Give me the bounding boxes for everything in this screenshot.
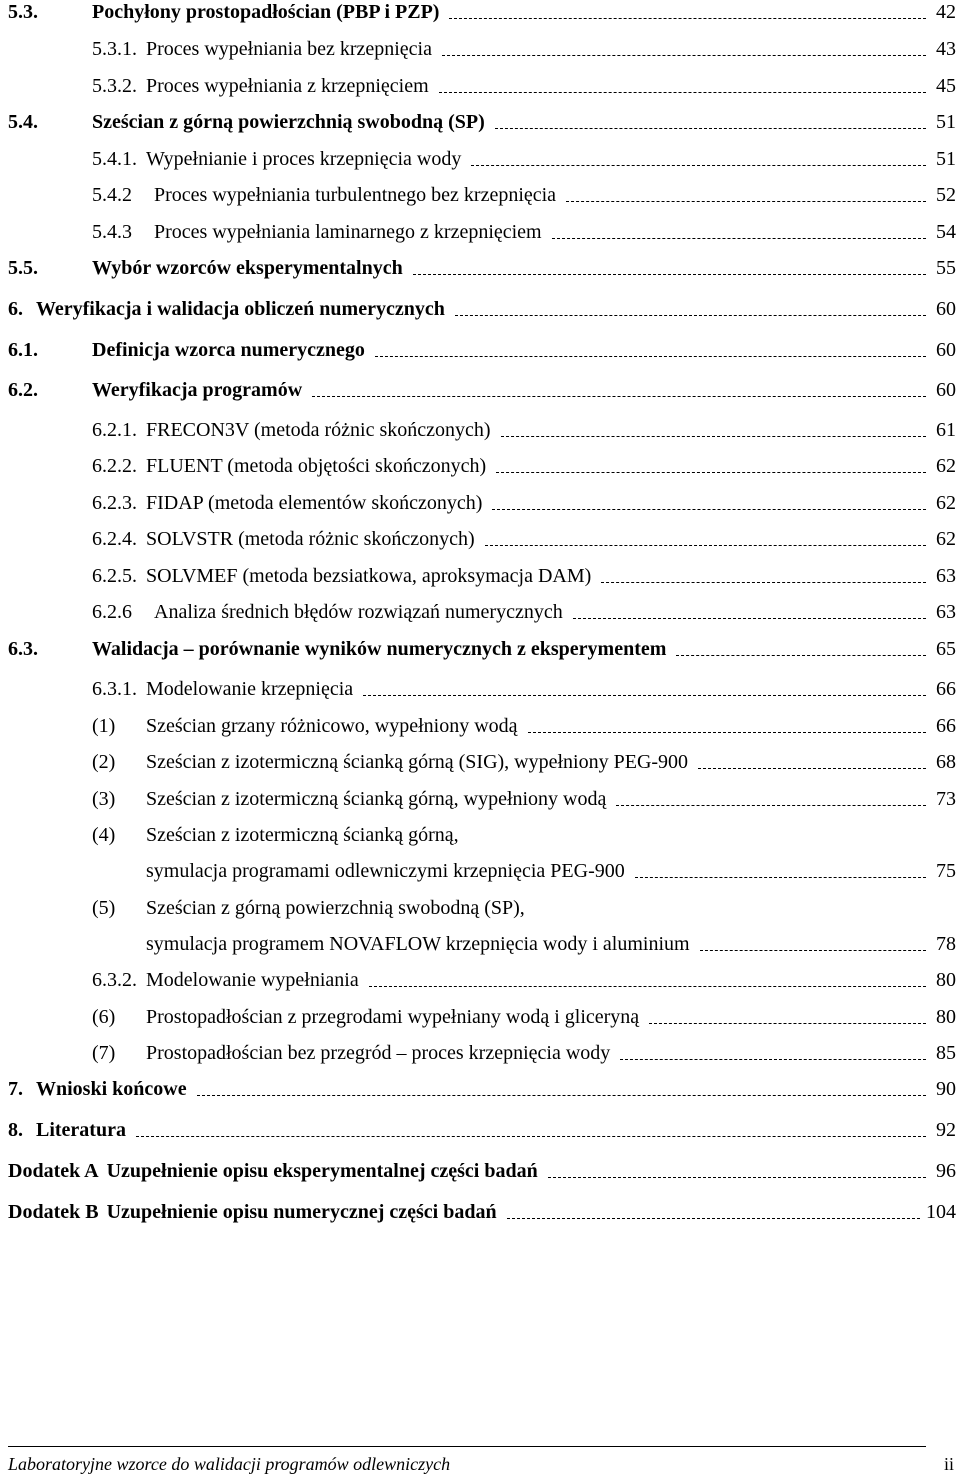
toc-leader-dots <box>495 128 926 129</box>
toc-entry-page: 61 <box>936 419 956 441</box>
toc-entry-title: Weryfikacja i walidacja obliczeń numerycznych <box>36 298 445 320</box>
toc-entry-title: Prostopadłościan bez przegród – proces krzepnięcia wody <box>146 1042 611 1064</box>
toc-leader-dots <box>698 768 926 769</box>
toc-entry-title: Sześcian grzany różnicowo, wypełniony wodą <box>146 715 518 737</box>
toc-entry-number: 6.3.2. <box>92 969 137 991</box>
toc-entry-page: 60 <box>936 298 956 320</box>
toc-entry <box>0 706 960 736</box>
toc-entry-page: 60 <box>936 379 956 401</box>
toc-entry <box>0 1110 960 1140</box>
toc-entry-title: Sześcian z górną powierzchnią swobodną (SP), <box>146 897 525 919</box>
toc-entry-page: 96 <box>936 1160 956 1182</box>
toc-entry-title: Sześcian z izotermiczną ścianką górną (SIG), wypełniony PEG-900 <box>146 751 689 773</box>
toc-entry <box>0 669 960 699</box>
toc-entry <box>0 66 960 96</box>
toc-entry-number: 6.3.1. <box>92 678 137 700</box>
toc-entry-title: Modelowanie krzepnięcia <box>146 678 354 700</box>
toc-entry-page: 92 <box>936 1119 956 1141</box>
toc-entry-page: 62 <box>936 528 956 550</box>
toc-entry-number: Dodatek A <box>8 1160 99 1182</box>
toc-entry <box>0 997 960 1027</box>
toc-leader-dots <box>507 1218 920 1219</box>
toc-entry-page: 104 <box>926 1201 956 1223</box>
toc-entry-page: 85 <box>936 1042 956 1064</box>
toc-entry-title: Weryfikacja programów <box>92 379 303 401</box>
toc-entry-number: 8. <box>8 1119 23 1141</box>
toc-entry-title: SOLVSTR (metoda różnic skończonych) <box>146 528 475 550</box>
toc-entry-number: 6.1. <box>8 339 38 361</box>
toc-entry-number: 5.3.2. <box>92 75 137 97</box>
toc-leader-dots <box>616 805 926 806</box>
toc-entry-title: FRECON3V (metoda różnic skończonych) <box>146 419 491 441</box>
toc-leader-dots <box>439 92 926 93</box>
toc-entry <box>0 888 960 918</box>
toc-entry-page: 80 <box>936 969 956 991</box>
toc-entry-page: 42 <box>936 1 956 23</box>
toc-entry <box>0 779 960 809</box>
toc-entry-page: 90 <box>936 1078 956 1100</box>
toc-leader-dots <box>496 472 926 473</box>
toc-entry <box>0 519 960 549</box>
toc-entry-title: Walidacja – porównanie wyników numerycznych z eksperymentem <box>92 638 667 660</box>
toc-entry <box>0 410 960 440</box>
toc-entry <box>0 29 960 59</box>
toc-entry-page: 66 <box>936 715 956 737</box>
toc-leader-dots <box>413 274 926 275</box>
toc-entry-title: Proces wypełniania z krzepnięciem <box>146 75 429 97</box>
toc-entry-title: symulacja programami odlewniczymi krzepnięcia PEG-900 <box>146 860 625 882</box>
toc-leader-dots <box>620 1059 926 1060</box>
toc-entry-title: Sześcian z izotermiczną ścianką górną, wypełniony wodą <box>146 788 607 810</box>
toc-entry-title: Prostopadłościan z przegrodami wypełniany wodą i gliceryną <box>146 1006 640 1028</box>
toc-entry-page: 78 <box>936 933 956 955</box>
toc-entry-number: 5.4.2 <box>92 184 132 206</box>
toc-entry-title: Uzupełnienie opisu numerycznej części badań <box>106 1201 497 1223</box>
toc-entry <box>0 815 960 845</box>
toc-entry <box>0 851 960 881</box>
toc-entry-title: Sześcian z izotermiczną ścianką górną, <box>146 824 459 846</box>
toc-leader-dots <box>548 1177 926 1178</box>
toc-entry-page: 62 <box>936 492 956 514</box>
toc-leader-dots <box>601 582 926 583</box>
toc-leader-dots <box>528 732 926 733</box>
toc-entry-number: 5.4.1. <box>92 148 137 170</box>
toc-entry-title: Proces wypełniania turbulentnego bez krzepnięcia <box>154 184 557 206</box>
toc-entry-title: SOLVMEF (metoda bezsiatkowa, aproksymacja DAM) <box>146 565 592 587</box>
toc-entry-number: 6.2.4. <box>92 528 137 550</box>
toc-entry-number: 6.2. <box>8 379 38 401</box>
toc-leader-dots <box>676 655 926 656</box>
toc-entry-title: Proces wypełniania laminarnego z krzepnięciem <box>154 221 542 243</box>
toc-leader-dots <box>363 695 926 696</box>
toc-entry-number: 6.2.1. <box>92 419 137 441</box>
toc-entry-number: 6.2.2. <box>92 455 137 477</box>
toc-leader-dots <box>136 1136 926 1137</box>
toc-entry-title: Sześcian z górną powierzchnią swobodną (SP) <box>92 111 485 133</box>
toc-entry <box>0 1069 960 1099</box>
toc-entry-number: Dodatek B <box>8 1201 99 1223</box>
toc-entry <box>0 102 960 132</box>
toc-entry-page: 54 <box>936 221 956 243</box>
toc-entry-title: Wnioski końcowe <box>36 1078 187 1100</box>
toc-leader-dots <box>485 545 926 546</box>
toc-entry-page: 75 <box>936 860 956 882</box>
toc-leader-dots <box>552 238 926 239</box>
toc-entry-number: 7. <box>8 1078 23 1100</box>
toc-entry-title: Uzupełnienie opisu eksperymentalnej części badań <box>106 1160 538 1182</box>
toc-leader-dots <box>635 877 926 878</box>
toc-entry-page: 66 <box>936 678 956 700</box>
toc-entry-title: Literatura <box>36 1119 126 1141</box>
toc-entry-page: 73 <box>936 788 956 810</box>
toc-entry-title: Pochyłony prostopadłościan (PBP i PZP) <box>92 1 440 23</box>
footer-page-number: ii <box>943 1454 954 1474</box>
toc-leader-dots <box>312 396 926 397</box>
toc-entry-number: (3) <box>92 788 116 810</box>
toc-entry-title: Wybór wzorców eksperymentalnych <box>92 257 403 279</box>
toc-entry-page: 63 <box>936 565 956 587</box>
toc-entry <box>0 742 960 772</box>
toc-entry-number: 5.4.3 <box>92 221 132 243</box>
toc-entry <box>0 556 960 586</box>
toc-leader-dots <box>566 201 926 202</box>
toc-entry-number: 6.3. <box>8 638 38 660</box>
toc-entry <box>0 139 960 169</box>
toc-leader-dots <box>700 950 926 951</box>
toc-entry-page: 68 <box>936 751 956 773</box>
toc-leader-dots <box>442 55 926 56</box>
toc-entry <box>0 924 960 954</box>
toc-entry <box>0 289 960 319</box>
toc-entry-page: 55 <box>936 257 956 279</box>
toc-entry-number: (6) <box>92 1006 116 1028</box>
toc-entry <box>0 629 960 659</box>
toc-entry-number: 5.3.1. <box>92 38 137 60</box>
footer-rule <box>8 1446 926 1447</box>
toc-entry-page: 52 <box>936 184 956 206</box>
toc-leader-dots <box>501 436 926 437</box>
toc-entry <box>0 1151 960 1181</box>
toc-entry-number: 6.2.6 <box>92 601 132 623</box>
toc-entry-number: 5.3. <box>8 1 38 23</box>
toc-entry <box>0 212 960 242</box>
toc-entry-page: 45 <box>936 75 956 97</box>
toc-entry-title: FIDAP (metoda elementów skończonych) <box>146 492 483 514</box>
toc-entry-title: symulacja programem NOVAFLOW krzepnięcia wody i aluminium <box>146 933 690 955</box>
toc-entry-number: (7) <box>92 1042 116 1064</box>
toc-entry-number: 5.5. <box>8 257 38 279</box>
toc-entry <box>0 1192 960 1222</box>
toc-entry-title: FLUENT (metoda objętości skończonych) <box>146 455 487 477</box>
footer-title: Laboratoryjne wzorce do walidacji programów odlewniczych <box>8 1454 451 1474</box>
toc-leader-dots <box>197 1095 926 1096</box>
toc-entry-number: (2) <box>92 751 116 773</box>
toc-entry <box>0 0 960 22</box>
toc-entry <box>0 960 960 990</box>
toc-entry-page: 51 <box>936 148 956 170</box>
toc-entry-number: (5) <box>92 897 116 919</box>
toc-leader-dots <box>471 165 926 166</box>
toc-leader-dots <box>455 315 926 316</box>
toc-entry <box>0 446 960 476</box>
toc-entry-number: (4) <box>92 824 116 846</box>
toc-entry-page: 51 <box>936 111 956 133</box>
toc-entry-page: 60 <box>936 339 956 361</box>
toc-entry-page: 43 <box>936 38 956 60</box>
toc-leader-dots <box>375 356 926 357</box>
toc-entry <box>0 175 960 205</box>
toc-entry <box>0 483 960 513</box>
toc-leader-dots <box>369 986 926 987</box>
toc-entry-page: 63 <box>936 601 956 623</box>
toc-entry-title: Definicja wzorca numerycznego <box>92 339 365 361</box>
toc-entry <box>0 330 960 360</box>
toc-entry-number: 6. <box>8 298 23 320</box>
toc-entry-number: 5.4. <box>8 111 38 133</box>
toc-entry-page: 80 <box>936 1006 956 1028</box>
toc-entry-title: Proces wypełniania bez krzepnięcia <box>146 38 432 60</box>
toc-leader-dots <box>573 618 926 619</box>
toc-leader-dots <box>649 1023 926 1024</box>
toc-entry <box>0 592 960 622</box>
toc-entry-title: Wypełnianie i proces krzepnięcia wody <box>146 148 462 170</box>
toc-entry <box>0 1033 960 1063</box>
toc-leader-dots <box>492 509 926 510</box>
toc-entry-page: 65 <box>936 638 956 660</box>
toc-leader-dots <box>449 18 926 19</box>
toc-entry-number: 6.2.3. <box>92 492 137 514</box>
toc-entry-number: 6.2.5. <box>92 565 137 587</box>
toc-entry <box>0 248 960 278</box>
toc-entry-number: (1) <box>92 715 116 737</box>
toc-entry-title: Analiza średnich błędów rozwiązań numerycznych <box>154 601 563 623</box>
toc-entry-title: Modelowanie wypełniania <box>146 969 359 991</box>
toc-entry-page: 62 <box>936 455 956 477</box>
toc-entry <box>0 370 960 400</box>
